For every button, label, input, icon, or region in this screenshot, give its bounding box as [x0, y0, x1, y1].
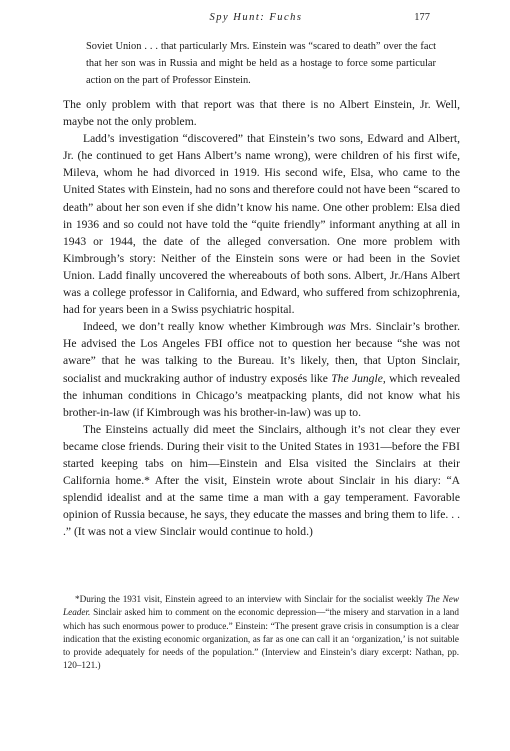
footnote-part-b: Sinclair asked him to comment on the economic depression—“the misery and starvation in a land which has such enormous power to produce.” Einstein: “The present grave crisis in consumption is a clear indication that the existing economic organization, as far as one can call it an ‘organization,’ is not suitable to provide adequately for needs of the population.” (Interview and Einstein’s diary excerpt: Nathan, pp. 120–121.) — [63, 607, 459, 671]
paragraph-3-emphasis: was — [327, 320, 346, 334]
page-number: 177 — [414, 12, 430, 23]
paragraph-3-part-c: which revealed the inhuman conditions in Chicago’s meatpacking plants, did not know what his brother-in-law (if Kimbrough was his brother-in-law) was up to. — [63, 371, 461, 419]
running-head: Spy Hunt: Fuchs — [209, 12, 303, 23]
body-text — [63, 96, 460, 540]
paragraph-1: The only problem with that report was that there is no Albert Einstein, Jr. Well, maybe not the only problem. — [63, 98, 460, 129]
paragraph-2: Ladd’s investigation “discovered” that Einstein’s two sons, Edward and Albert, Jr. (he continued to get Hans Albert’s name wrong), were children of his first wife, Mileva, whom he had divorced in 1919. His second wife, Elsa, who came to the United States with Einstein, had no sons and therefore could not have been “scared to death” about her son even if she didn’t know his name. One other problem: Elsa died in 1936 and so could not have told the “quite friendly” informant anything at all in 1943 or 1944, the date of the alleged conversation. One more problem with Kimbrough’s story: Neither of the Einstein sons were or had been in the Soviet Union. Ladd finally uncovered the whereabouts of both sons. Albert, Jr./Hans Albert was a college professor in California, and Edward, who suffered from schizophrenia, had for years been in a Swiss psychiatric hospital. — [63, 132, 460, 317]
footnote-part-a: *During the 1931 visit, Einstein agreed to an interview with Sinclair for the socialist weekly — [75, 594, 426, 604]
paragraph-3-part-b: Mrs. Sinclair’s brother. He advised the Los Angeles FBI office not to question her because “she was not aware” that he was talking to the Bureau. It’s likely, then, that Upton Sinclair, socialist and muckraking author of industry exposés like — [63, 320, 460, 385]
paragraph-3-part-a: Indeed, we don’t really know whether Kimbrough — [83, 320, 328, 334]
page-header — [86, 12, 430, 26]
footnote-text — [63, 593, 459, 673]
paragraph-3 — [63, 318, 460, 421]
book-title-the-jungle: The Jungle, — [331, 371, 386, 385]
block-quote: Soviet Union . . . that particularly Mrs. Einstein was “scared to death” over the fact that her son was in Russia and might be held as a hostage to force some particular action on the part of Professor Einstein. — [86, 41, 436, 87]
footnote-publication-title: The New Leader. — [63, 594, 459, 618]
footnote — [63, 593, 459, 673]
paragraph-4: The Einsteins actually did meet the Sinclairs, although it’s not clear they ever became close friends. During their visit to the United States in 1931—before the FBI started keeping tabs on him—Einstein and Elsa visited the Sinclairs at their California home.* After the visit, Einstein wrote about Sinclair in his diary: “A splendid idealist and at the same time a man with a gay temperament. Favorable opinion of Russia because, he says, they educate the masses and bring them to life. . . .” (It was not a view Sinclair would continue to hold.) — [63, 422, 460, 539]
